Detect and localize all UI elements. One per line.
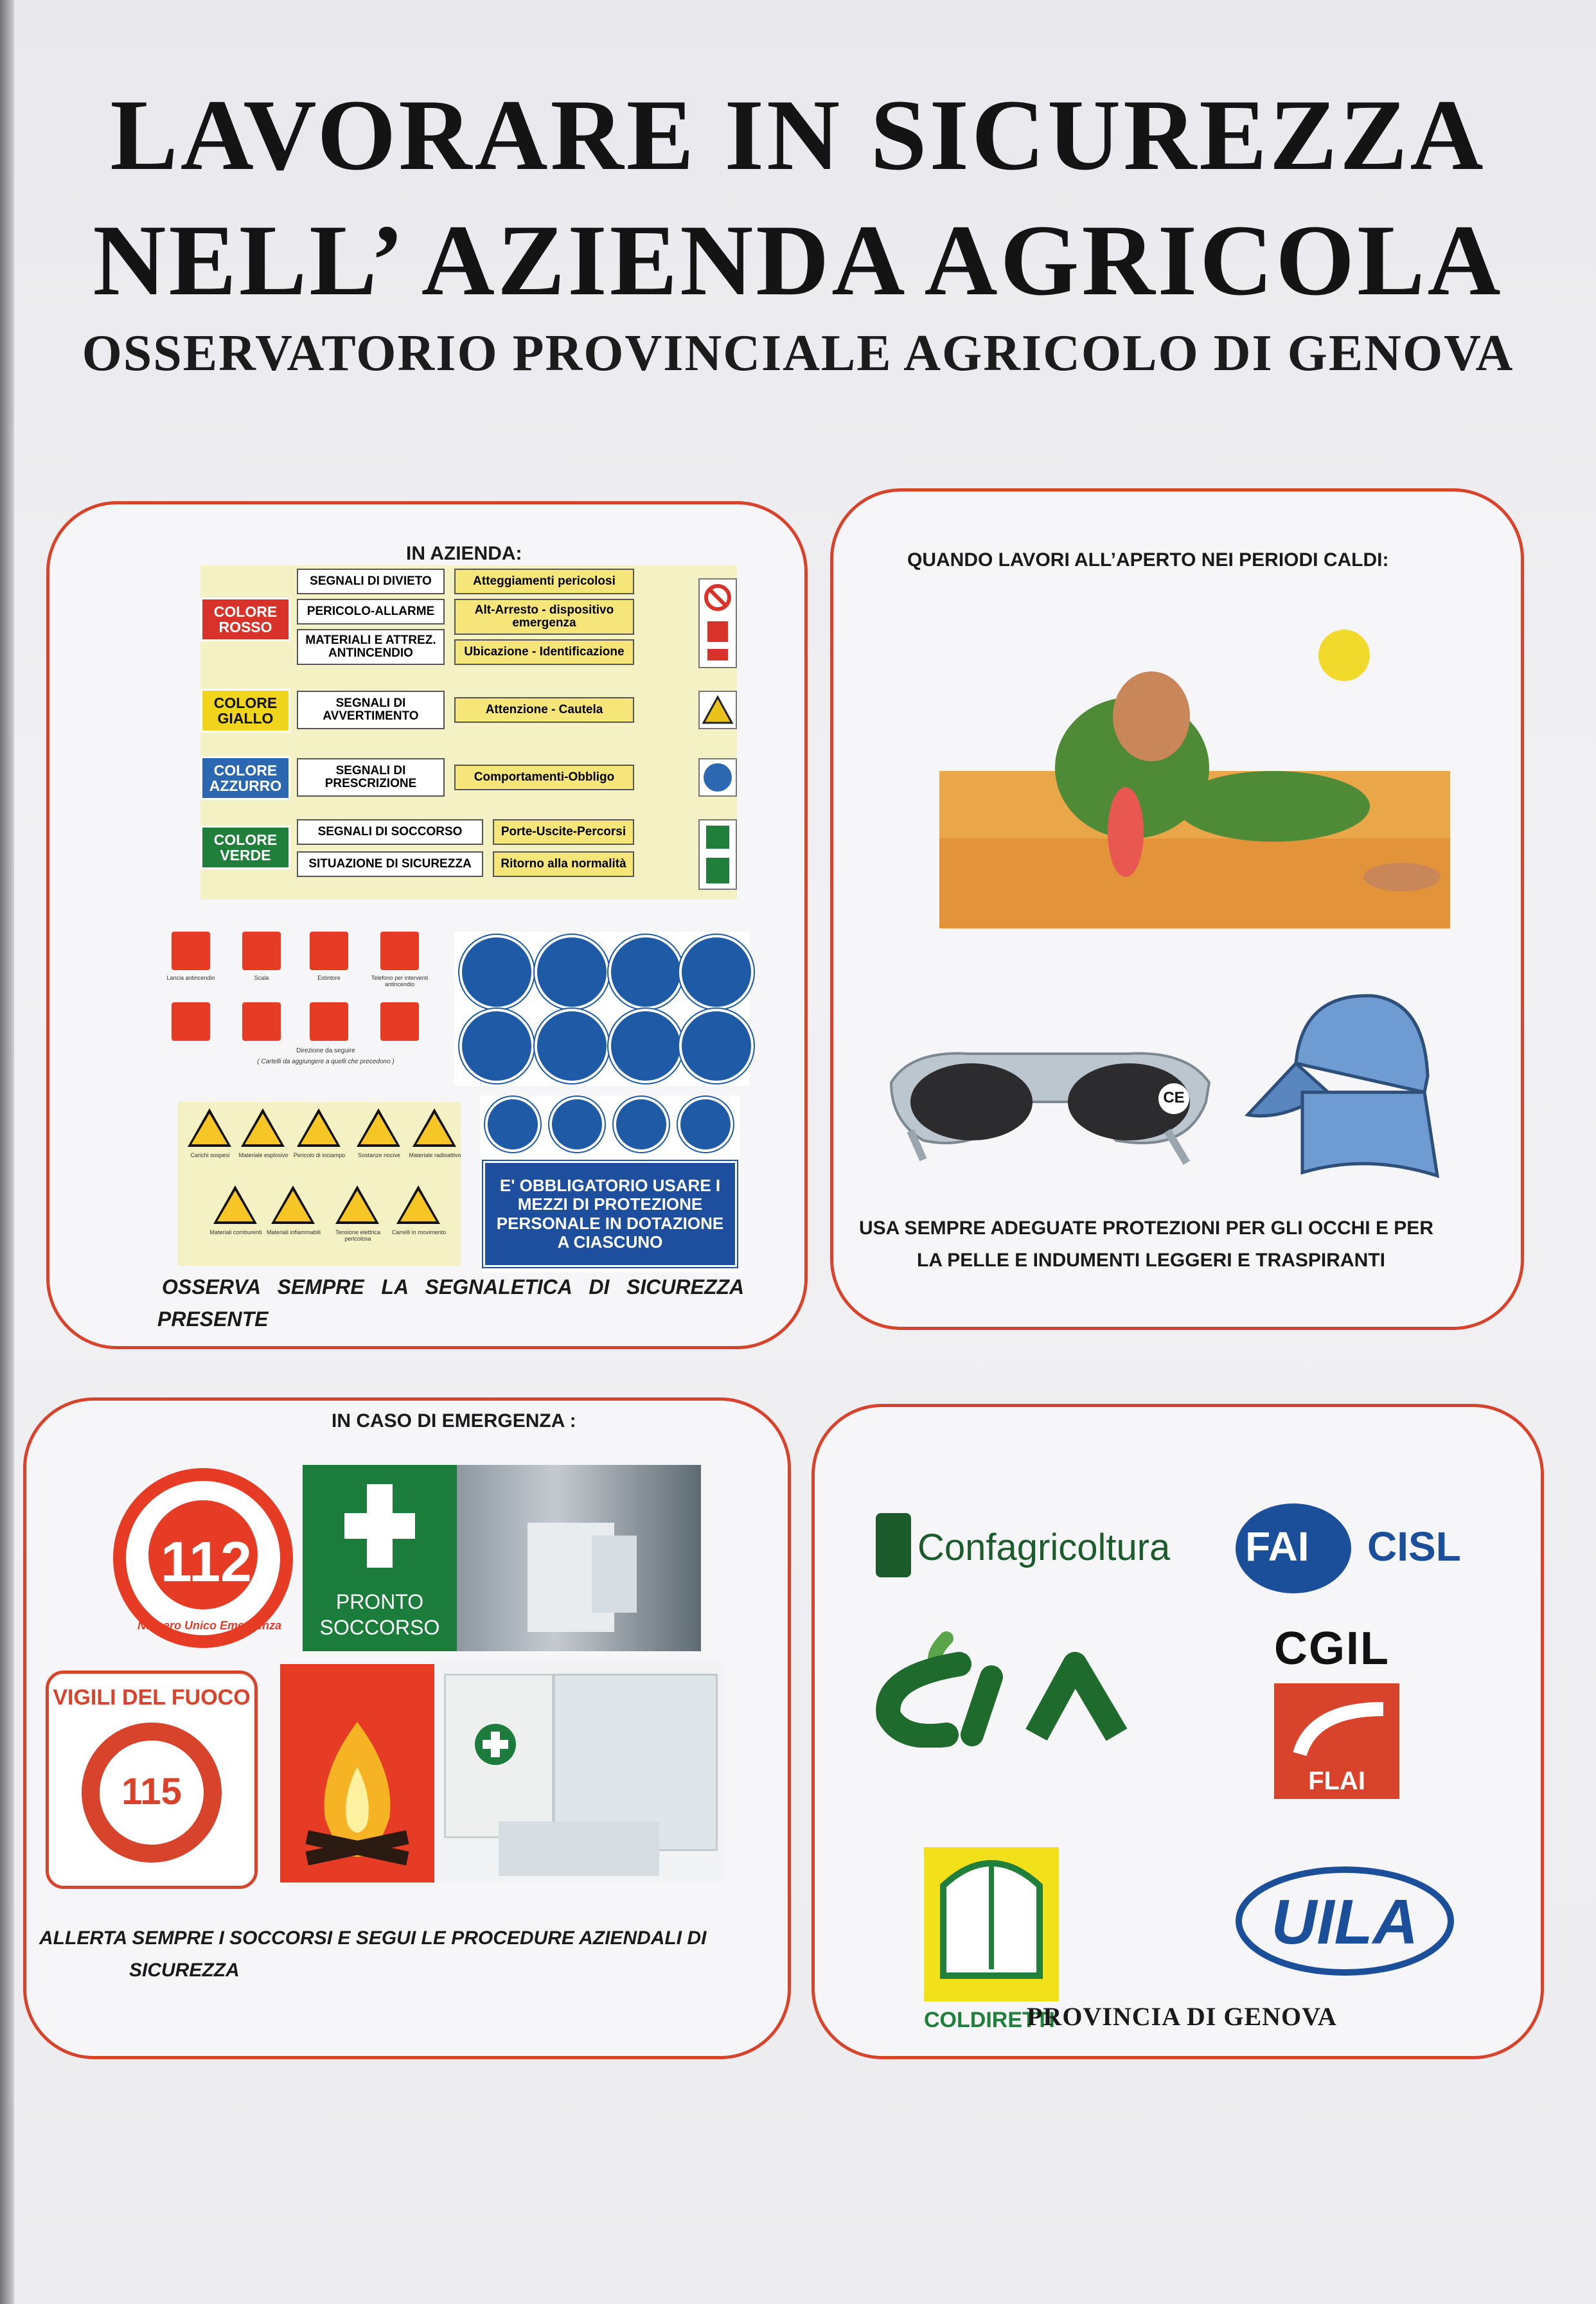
emergency-number: 112 xyxy=(161,1530,252,1593)
color-row-yellow xyxy=(200,681,737,742)
warning-signs-group xyxy=(178,1102,461,1266)
behavior-cell: Atteggiamenti pericolosi xyxy=(454,569,634,594)
gloves-icon xyxy=(614,1097,669,1152)
confagricoltura-logo: Confagricoltura xyxy=(918,1527,1171,1568)
cisl-logo: CISL xyxy=(1367,1523,1461,1570)
ppe-notice-group xyxy=(480,1095,740,1272)
signal-cell: SITUAZIONE DI SICUREZZA xyxy=(297,851,483,877)
signal-cell: MATERIALI E ATTREZ. ANTINCENDIO xyxy=(297,629,445,665)
panel-caption-line1: ALLERTA SEMPRE I SOCCORSI E SEGUI LE PROCEDURE AZIENDALI DI xyxy=(39,1927,707,1949)
signal-cell: PERICOLO-ALLARME xyxy=(297,599,445,625)
coldiretti-logo xyxy=(924,1847,1059,2001)
fire-hose-icon xyxy=(172,932,210,970)
explosive-icon xyxy=(241,1108,285,1147)
warning-label: Tensione elettrica pericolosa xyxy=(335,1229,381,1242)
ppe-mandatory-notice: E' OBBLIGATORIO USARE I MEZZI DI PROTEZIONE PERSONALE IN DOTAZIONE A CIASCUNO xyxy=(483,1161,737,1267)
behavior-cell: Ubicazione - Identificazione xyxy=(454,639,634,665)
gloves-icon xyxy=(608,1009,683,1083)
cap-illustration xyxy=(1245,980,1444,1182)
sunglasses-illustration xyxy=(885,1025,1219,1173)
hanging-load-icon xyxy=(188,1108,231,1147)
color-label-yellow: COLORE GIALLO xyxy=(200,689,290,732)
behavior-cell: Attenzione - Cautela xyxy=(454,697,634,723)
direction-note: ( Cartelli da aggiungere a quelli che precedono ) xyxy=(257,1058,395,1065)
walkway-icon xyxy=(608,935,683,1009)
first-aid-kit-photo xyxy=(434,1661,723,1883)
panel-caption-line1: USA SEMPRE ADEGUATE PROTEZIONI PER GLI OCCHI E PER xyxy=(859,1218,1433,1239)
emergency-ring-text: Numero Unico Emergenza xyxy=(137,1619,282,1632)
direction-caption: Direzione da seguire xyxy=(296,1047,355,1054)
signal-cell: SEGNALI DI PRESCRIZIONE xyxy=(297,758,445,797)
signal-cell: SEGNALI DI SOCCORSO xyxy=(297,819,483,845)
warning-label: Materiale esplosivo xyxy=(238,1152,288,1158)
behavior-cell: Porte-Uscite-Percorsi xyxy=(493,819,634,845)
signal-cell: SEGNALI DI DIVIETO xyxy=(297,569,445,594)
panel-caption-line2: LA PELLE E INDUMENTI LEGGERI E TRASPIRANTI xyxy=(917,1250,1385,1271)
sign-label: Lancia antincendio xyxy=(166,975,215,981)
panel-caption-line1: OSSERVA SEMPRE LA SEGNALETICA DI SICUREZZA xyxy=(162,1275,745,1298)
trip-hazard-icon xyxy=(297,1108,341,1147)
radioactive-icon xyxy=(412,1108,456,1147)
color-label-green: COLORE VERDE xyxy=(200,826,290,869)
safety-boots-icon xyxy=(535,1009,609,1083)
harmful-icon xyxy=(357,1108,400,1147)
forklift-icon xyxy=(396,1185,440,1224)
emergency-112-logo xyxy=(107,1468,306,1651)
fire-brigade-logo xyxy=(46,1670,258,1889)
ladder-icon xyxy=(242,932,281,970)
overalls-icon xyxy=(485,1097,540,1152)
fire-brigade-label: VIGILI DEL FUOCO xyxy=(53,1685,251,1710)
panel-caption-line2: SICUREZZA xyxy=(129,1960,240,1981)
panel-periodi-caldi xyxy=(830,488,1524,1330)
mandatory-circle-icon xyxy=(698,758,737,797)
cgil-logo: CGIL xyxy=(1274,1623,1390,1674)
flai-logo: FLAI xyxy=(1308,1767,1365,1795)
flammable-icon xyxy=(271,1185,315,1224)
fai-logo: FAI xyxy=(1245,1523,1309,1570)
warning-label: Materiali infiammabili xyxy=(266,1229,321,1236)
warning-label: Carrelli in movimento xyxy=(391,1229,447,1236)
poster-title-line2: NELL’ AZIENDA AGRICOLA xyxy=(93,204,1503,317)
arrow-down-icon xyxy=(172,1002,210,1041)
color-label-blue: COLORE AZZURRO xyxy=(200,756,290,800)
arrow-left-icon xyxy=(242,1002,281,1041)
arrow-right-icon xyxy=(310,1002,348,1041)
behavior-cell: Comportamenti-Obbligo xyxy=(454,765,634,790)
safety-boots-icon xyxy=(549,1097,605,1152)
partners-footer: PROVINCIA DI GENOVA xyxy=(1027,2002,1337,2031)
sign-label: Scala xyxy=(254,975,269,981)
heat-exhaustion-illustration xyxy=(939,594,1450,928)
arrow-up-icon xyxy=(380,1002,419,1041)
warning-label: Carichi sospesi xyxy=(190,1152,230,1158)
color-row-green xyxy=(200,816,737,896)
warning-label: Materiali comburenti xyxy=(209,1229,262,1236)
ppe-signs-group xyxy=(454,932,750,1086)
mask-icon xyxy=(459,935,534,1009)
poster-subtitle: OSSERVATORIO PROVINCIALE AGRICOLO DI GENOVA xyxy=(82,325,1514,382)
color-code-table xyxy=(200,565,737,899)
panel-heading: QUANDO LAVORI ALL’APERTO NEI PERIODI CALDI: xyxy=(907,549,1389,571)
electric-hazard-icon xyxy=(335,1185,379,1224)
confagricoltura-logo-icon xyxy=(876,1513,911,1577)
first-aid-cabinet-photo xyxy=(457,1465,701,1651)
signal-cell: SEGNALI DI AVVERTIMENTO xyxy=(297,691,445,729)
panel-in-azienda xyxy=(46,501,808,1349)
warning-triangle-icon xyxy=(698,691,737,729)
panel-caption-line2: PRESENTE xyxy=(157,1307,269,1331)
oxidizer-icon xyxy=(213,1185,257,1224)
overalls-icon xyxy=(679,935,754,1009)
ear-protection-icon xyxy=(459,1009,534,1083)
uila-logo xyxy=(1232,1850,1457,1979)
coldiretti-logo-text: COLDIRETTI xyxy=(924,2008,1055,2032)
warning-label: Pericolo di inciampo xyxy=(293,1152,346,1158)
goggles-icon xyxy=(535,935,609,1009)
warning-label: Sostanze nocive xyxy=(357,1152,401,1158)
sign-label: Estintore xyxy=(317,975,341,981)
fire-phone-icon xyxy=(380,932,419,970)
first-aid-line2: SOCCORSO xyxy=(319,1616,440,1639)
campfire-sign xyxy=(280,1664,434,1883)
sign-label: Telefono per interventi antincendio xyxy=(371,975,429,988)
panel-emergenza xyxy=(23,1397,791,2059)
panel-partners xyxy=(811,1404,1544,2059)
poster-title-line1: LAVORARE IN SICUREZZA xyxy=(110,79,1486,191)
prohibition-symbol-icon xyxy=(698,578,737,668)
extinguisher-icon xyxy=(310,932,348,970)
first-aid-sign xyxy=(303,1465,457,1651)
panel-heading: IN CASO DI EMERGENZA : xyxy=(332,1410,576,1431)
color-row-red xyxy=(200,565,737,675)
emergency-green-icon xyxy=(698,819,737,890)
uila-logo-text: UILA xyxy=(1271,1886,1419,1957)
ce-mark: CE xyxy=(1163,1089,1185,1106)
fire-brigade-number: 115 xyxy=(121,1771,182,1812)
behavior-cell: Ritorno alla normalità xyxy=(493,851,634,877)
first-aid-line1: PRONTO xyxy=(335,1590,424,1613)
behavior-cell: Alt-Arresto - dispositivo emergenza xyxy=(454,599,634,635)
warning-label: Materiale radioattivo xyxy=(409,1152,461,1158)
cross-icon xyxy=(344,1484,415,1568)
panel-heading: IN AZIENDA: xyxy=(406,543,522,564)
helmet-icon xyxy=(679,1009,754,1083)
mask-icon xyxy=(678,1097,733,1152)
cia-logo xyxy=(869,1619,1133,1748)
flai-logo-block xyxy=(1274,1683,1399,1799)
color-row-blue xyxy=(200,749,737,810)
color-label-red: COLORE ROSSO xyxy=(200,598,290,641)
